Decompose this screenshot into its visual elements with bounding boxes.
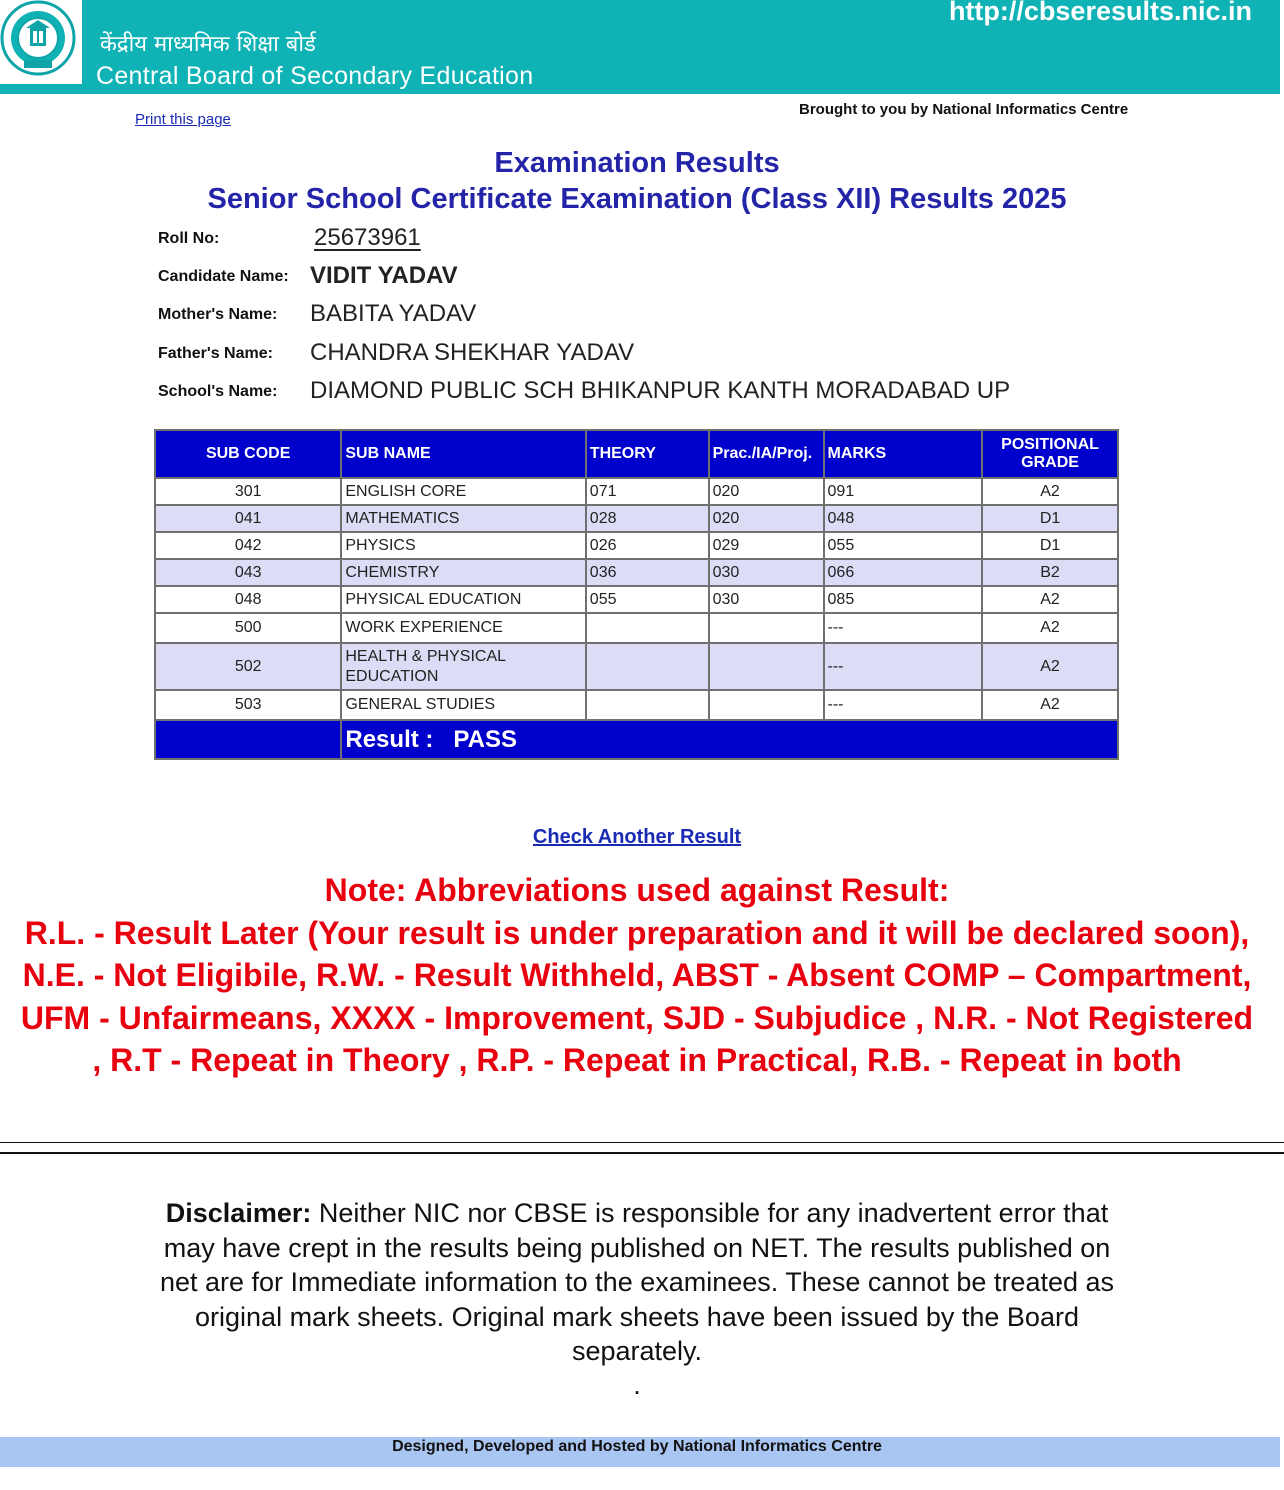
sub-name-cell: WORK EXPERIENCE (341, 613, 585, 643)
roll-number-value: 25673961 (314, 224, 421, 251)
divider-top (0, 1142, 1284, 1143)
site-url: http://cbseresults.nic.in (948, 0, 1252, 26)
sub-name-cell: MATHEMATICS (341, 505, 585, 532)
disclaimer (150, 1196, 1124, 1369)
practical-cell (709, 690, 824, 720)
theory-cell: 036 (586, 559, 709, 586)
theory-cell: 071 (586, 478, 709, 505)
page-title: Examination Results (494, 147, 780, 179)
result-row (155, 720, 1118, 759)
father-name-label: Father's Name: (158, 345, 273, 362)
table-row (155, 505, 1118, 532)
cbse-emblem-icon (0, 0, 82, 84)
sub-name-cell: GENERAL STUDIES (341, 690, 585, 720)
marks-cell: 066 (824, 559, 983, 586)
theory-cell (586, 643, 709, 690)
practical-cell: 020 (709, 505, 824, 532)
table-row (155, 532, 1118, 559)
marks-cell: --- (824, 613, 983, 643)
grade-cell: D1 (982, 532, 1118, 559)
note-heading: Note: Abbreviations used against Result: (324, 872, 950, 908)
practical-cell: 029 (709, 532, 824, 559)
sub-code-cell: 500 (155, 613, 341, 643)
footer-text: Designed, Developed and Hosted by National Informatics Centre (392, 1438, 882, 1455)
sub-name-cell: HEALTH & PHYSICAL EDUCATION (341, 643, 585, 690)
grade-cell: B2 (982, 559, 1118, 586)
grade-cell: D1 (982, 505, 1118, 532)
abbreviation-note (20, 869, 1254, 1082)
practical-cell (709, 613, 824, 643)
table-row (155, 613, 1118, 643)
table-row (155, 643, 1118, 690)
grade-cell: A2 (982, 586, 1118, 613)
sub-name-cell: ENGLISH CORE (341, 478, 585, 505)
sub-code-cell: 043 (155, 559, 341, 586)
marks-cell: 091 (824, 478, 983, 505)
practical-cell: 020 (709, 478, 824, 505)
candidate-name-value: VIDIT YADAV (310, 262, 458, 289)
sub-code-cell: 301 (155, 478, 341, 505)
theory-cell (586, 690, 709, 720)
header-theory: THEORY (586, 430, 709, 478)
marks-cell: 085 (824, 586, 983, 613)
sub-name-cell: CHEMISTRY (341, 559, 585, 586)
header-marks: MARKS (824, 430, 983, 478)
marks-cell: --- (824, 690, 983, 720)
header-positional-grade: POSITIONAL GRADE (982, 430, 1118, 478)
sub-code-cell: 503 (155, 690, 341, 720)
mother-name-value: BABITA YADAV (310, 300, 477, 327)
table-row (155, 559, 1118, 586)
grade-cell: A2 (982, 643, 1118, 690)
hindi-board-name: केंद्रीय माध्यमिक शिक्षा बोर्ड (100, 32, 316, 57)
disclaimer-label: Disclaimer: (165, 1198, 312, 1228)
print-page-link[interactable]: Print this page (135, 111, 231, 128)
exam-title: Senior School Certificate Examination (Class XII) Results 2025 (207, 183, 1067, 215)
theory-cell: 026 (586, 532, 709, 559)
marks-cell: --- (824, 643, 983, 690)
sub-code-cell: 041 (155, 505, 341, 532)
school-name-label: School's Name: (158, 383, 278, 400)
note-body: R.L. - Result Later (Your result is under preparation and it will be declared soon), N.E. - Not Eligibile, R.W. - Result Withheld, ABST - Absent COMP – Compartment, UFM - Unfairmeans, XXXX - Improvement, SJD - Subjudice , N.R. - Not Registered , R.T - Repeat in Theory , R.P. - Repeat in Practical, R.B. - Repeat in both (20, 914, 1254, 1078)
result-label: Result : (345, 725, 434, 753)
marks-cell: 055 (824, 532, 983, 559)
site-header (0, 0, 1280, 94)
roll-number-label: Roll No: (158, 230, 220, 247)
header-sub-code: SUB CODE (155, 430, 341, 478)
table-header-row (155, 430, 1118, 478)
theory-cell: 028 (586, 505, 709, 532)
theory-cell (586, 613, 709, 643)
school-name-value: DIAMOND PUBLIC SCH BHIKANPUR KANTH MORADABAD UP (310, 377, 1011, 404)
grade-cell: A2 (982, 690, 1118, 720)
sub-name-cell: PHYSICS (341, 532, 585, 559)
english-board-name: Central Board of Secondary Education (96, 62, 534, 90)
marks-cell: 048 (824, 505, 983, 532)
disclaimer-text: Neither NIC nor CBSE is responsible for any inadvertent error that may have crept in the results being published on NET. The results published on net are for Immediate information to the examinees. These cannot be treated as original mark sheets. Original mark sheets have been issued by the Board separately. (159, 1198, 1115, 1366)
disclaimer-dot: . (633, 1370, 641, 1400)
sub-code-cell: 042 (155, 532, 341, 559)
practical-cell: 030 (709, 559, 824, 586)
sub-code-cell: 502 (155, 643, 341, 690)
mother-name-label: Mother's Name: (158, 306, 278, 323)
candidate-name-label: Candidate Name: (158, 268, 289, 285)
practical-cell (709, 643, 824, 690)
theory-cell: 055 (586, 586, 709, 613)
header-sub-name: SUB NAME (341, 430, 585, 478)
header-practical: Prac./IA/Proj. (709, 430, 824, 478)
result-cell (341, 720, 1118, 759)
table-row (155, 690, 1118, 720)
sub-code-cell: 048 (155, 586, 341, 613)
marks-table (154, 429, 1119, 760)
result-spacer-cell (155, 720, 341, 759)
brought-by-text: Brought to you by National Informatics Centre (799, 101, 1129, 118)
grade-cell: A2 (982, 478, 1118, 505)
result-value: PASS (453, 725, 517, 753)
practical-cell: 030 (709, 586, 824, 613)
sub-name-cell: PHYSICAL EDUCATION (341, 586, 585, 613)
divider-bottom (0, 1152, 1284, 1154)
table-row (155, 586, 1118, 613)
table-row (155, 478, 1118, 505)
father-name-value: CHANDRA SHEKHAR YADAV (310, 339, 635, 366)
check-another-result-link[interactable]: Check Another Result (532, 826, 742, 848)
grade-cell: A2 (982, 613, 1118, 643)
